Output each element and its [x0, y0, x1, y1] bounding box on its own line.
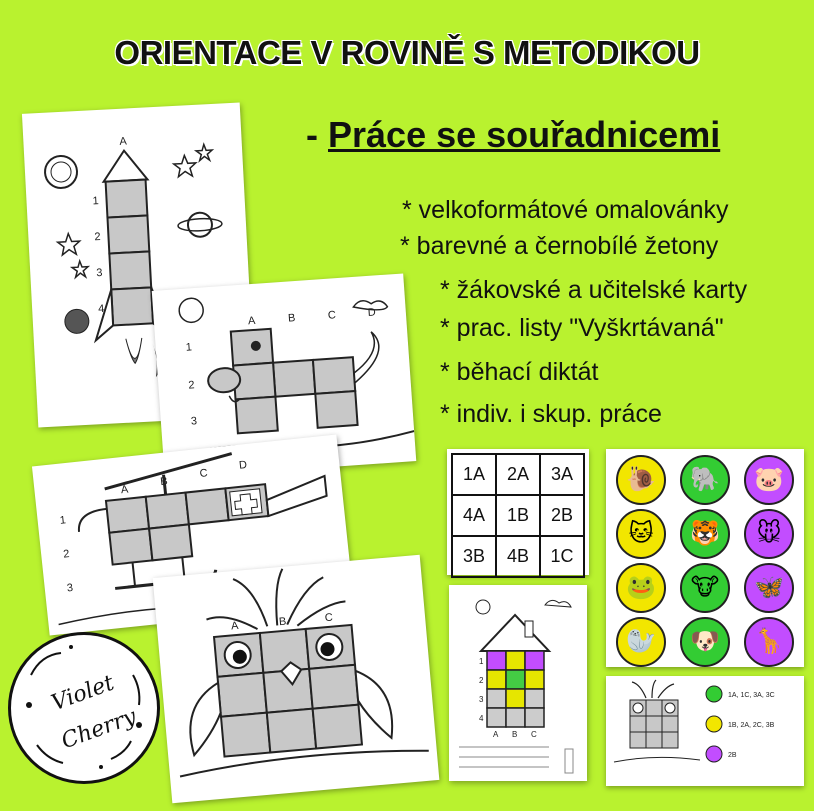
token-frog [616, 563, 666, 613]
owl-col-a: A [230, 619, 240, 633]
feature-6: * indiv. i skup. práce [440, 400, 662, 428]
dog-col-d: D [367, 306, 377, 319]
coordinate-card [447, 449, 589, 575]
logo-illustration [11, 635, 157, 781]
coord-cell: 3A [540, 454, 584, 495]
page-title: ORIENTACE V ROVINĚ S METODIKOU [114, 34, 700, 71]
token-dog [680, 617, 730, 667]
rocket-col-a: A [119, 135, 128, 148]
mouse-icon: 🐭 [756, 520, 782, 547]
frog-icon: 🐸 [626, 574, 656, 601]
house-row-1: 1 [479, 657, 484, 666]
seal-icon: 🦭 [626, 628, 656, 655]
teacher-card [606, 676, 804, 786]
worksheet-house [449, 585, 587, 781]
rocket-row-2: 2 [94, 230, 101, 244]
coord-cell: 1C [540, 536, 584, 577]
token-mouse [744, 509, 794, 559]
pig-icon: 🐷 [754, 466, 784, 493]
token-giraffe [744, 617, 794, 667]
worksheet-owl [153, 555, 440, 803]
heli-col-c: C [199, 467, 209, 480]
coord-cell: 2A [496, 454, 540, 495]
coord-cell: 4A [452, 495, 496, 536]
teacher-row-3: 2B [728, 752, 737, 759]
token-snail [616, 455, 666, 505]
subtitle [306, 114, 720, 156]
subtitle-text: Práce se souřadnicemi [328, 114, 721, 155]
house-col-a: A [493, 730, 499, 739]
coordinate-grid [451, 453, 585, 578]
token-sheet [606, 449, 804, 667]
heli-row-2: 2 [62, 548, 71, 561]
owl-col-b: B [278, 615, 287, 629]
coord-cell: 2B [540, 495, 584, 536]
token-tiger [680, 509, 730, 559]
teacher-card-illustration [606, 676, 804, 786]
snail-icon: 🐌 [626, 466, 656, 493]
butterfly-icon: 🦋 [754, 574, 784, 601]
subtitle-dash: - [306, 114, 328, 155]
house-illustration [449, 585, 587, 781]
heli-row-1: 1 [59, 514, 67, 527]
elephant-icon: 🐘 [690, 466, 720, 493]
dog-row-3: 3 [190, 415, 198, 428]
cat-icon: 🐱 [628, 520, 654, 547]
token-cow [680, 563, 730, 613]
coord-cell: 3B [452, 536, 496, 577]
token-pig [744, 455, 794, 505]
feature-5: * běhací diktát [440, 358, 599, 386]
owl-illustration [153, 555, 440, 803]
feature-1: * velkoformátové omalovánky [402, 196, 729, 224]
token-elephant [680, 455, 730, 505]
giraffe-icon: 🦒 [754, 628, 784, 655]
token-grid [606, 449, 804, 667]
heli-col-b: B [159, 475, 169, 489]
house-col-c: C [531, 730, 537, 739]
token-cat [616, 509, 666, 559]
rocket-row-4: 4 [97, 302, 105, 316]
house-col-b: B [512, 730, 518, 739]
heli-col-a: A [120, 483, 129, 497]
dog-col-c: C [327, 309, 337, 322]
teacher-row-1: 1A, 1C, 3A, 3C [728, 692, 775, 699]
dog-col-a: A [247, 314, 256, 328]
coord-cell: 1A [452, 454, 496, 495]
house-row-4: 4 [479, 714, 484, 723]
dog-row-1: 1 [185, 341, 193, 354]
feature-2: * barevné a černobílé žetony [400, 232, 719, 260]
feature-4: * prac. listy "Vyškrtávaná" [440, 314, 724, 342]
token-butterfly [744, 563, 794, 613]
cow-icon: 🐮 [690, 574, 720, 601]
tiger-icon: 🐯 [690, 520, 720, 547]
logo-line-1: Violet [48, 670, 118, 717]
dog-icon: 🐶 [690, 628, 720, 655]
house-row-3: 3 [479, 695, 484, 704]
coord-cell: 4B [496, 536, 540, 577]
rocket-row-1: 1 [92, 195, 100, 208]
heli-col-d: D [238, 459, 248, 472]
teacher-row-2: 1B, 2A, 2C, 3B [728, 722, 775, 729]
dog-col-b: B [287, 312, 296, 325]
violet-cherry-logo [8, 632, 160, 784]
coord-cell: 1B [496, 495, 540, 536]
house-row-2: 2 [479, 676, 484, 685]
logo-line-2: Cherry [58, 704, 140, 755]
heli-row-3: 3 [66, 581, 74, 595]
feature-3: * žákovské a učitelské karty [440, 276, 748, 304]
token-seal [616, 617, 666, 667]
owl-col-c: C [324, 611, 334, 625]
dog-row-2: 2 [188, 379, 195, 392]
rocket-row-3: 3 [96, 266, 103, 280]
